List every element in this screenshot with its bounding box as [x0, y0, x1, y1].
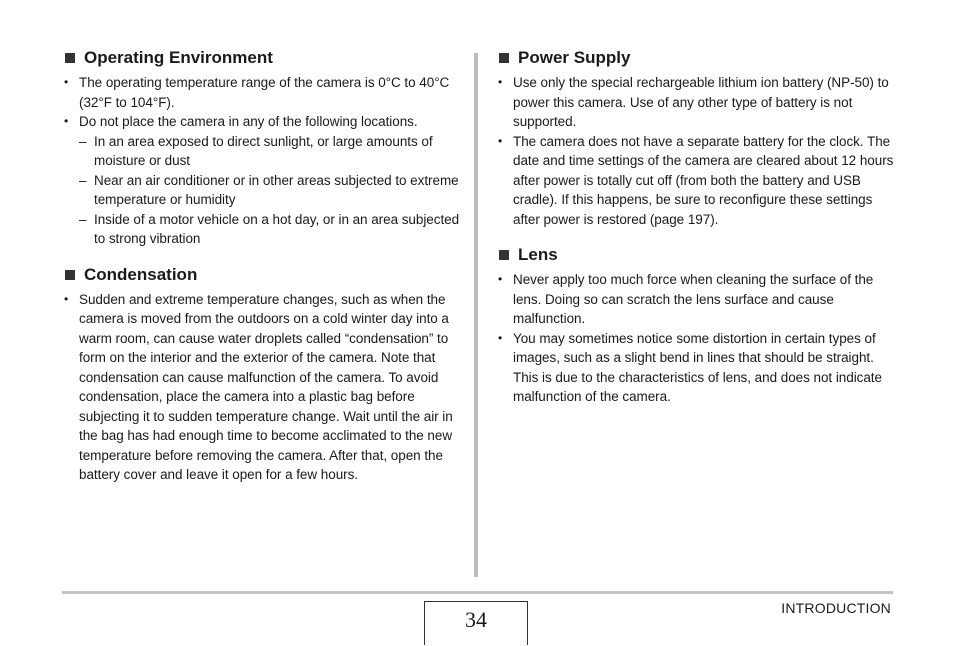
- section-heading: [64, 48, 462, 68]
- bullet-list: [498, 270, 894, 407]
- footer-rule: [62, 591, 893, 594]
- bullet-list: [64, 73, 462, 249]
- square-bullet-icon: [499, 250, 509, 260]
- right-column: [498, 48, 894, 407]
- list-item: [64, 112, 462, 249]
- square-bullet-icon: [499, 53, 509, 63]
- list-item: • You may sometimes notice some distortion in certain types of images, such as a slight bend in lines that should be straight. This is due to the characteristics of lens, and does not indicate malfunction of the camera.: [498, 329, 894, 407]
- lens-section: [498, 245, 894, 407]
- section-heading: [498, 245, 894, 265]
- list-item: • The operating temperature range of the camera is 0°C to 40°C (32°F to 104°F).: [64, 73, 462, 112]
- condensation-section: [64, 265, 462, 485]
- bullet-list: [64, 290, 462, 485]
- left-column: [64, 48, 462, 485]
- list-item: • The camera does not have a separate battery for the clock. The date and time settings of the camera are cleared about 12 hours after power is totally cut off (from both the battery and USB cradle). If this happens, be sure to reconfigure these settings after power is restored (page 197).: [498, 132, 894, 230]
- section-heading: [64, 265, 462, 285]
- section-title-text: Power Supply: [518, 48, 631, 67]
- section-title-text: Lens: [518, 245, 558, 264]
- section-title-text: Operating Environment: [84, 48, 273, 67]
- square-bullet-icon: [65, 53, 75, 63]
- list-item: • Sudden and extreme temperature changes, such as when the camera is moved from the outdoors on a cold winter day into a warm room, can cause water droplets called “condensation” to form on the interior and the exterior of the camera. Note that condensation can cause malfunction of the camera. To avoid condensation, place the camera into a plastic bag before subjecting it to sudden temperature change. Wait until the air in the bag has had enough time to become acclimated to the new temperature before removing the camera. After that, open the battery cover and leave it open for a few hours.: [64, 290, 462, 485]
- bullet-list: [498, 73, 894, 229]
- page-number: 34: [424, 601, 528, 645]
- list-item-text: Do not place the camera in any of the following locations.: [79, 114, 418, 129]
- sub-list-item: – In an area exposed to direct sunlight, or large amounts of moisture or dust: [79, 132, 462, 171]
- sub-list-item: – Inside of a motor vehicle on a hot day, or in an area subjected to strong vibration: [79, 210, 462, 249]
- section-title-text: Condensation: [84, 264, 198, 284]
- power-supply-section: [498, 48, 894, 229]
- list-item: • Use only the special rechargeable lithium ion battery (NP-50) to power this camera. Use of any other type of battery is not supported.: [498, 73, 894, 132]
- list-item: • Never apply too much force when cleaning the surface of the lens. Doing so can scratch the lens surface and cause malfunction.: [498, 270, 894, 329]
- column-divider: [474, 53, 478, 577]
- section-heading: [498, 48, 894, 68]
- sub-list-item: – Near an air conditioner or in other areas subjected to extreme temperature or humidity: [79, 171, 462, 210]
- sub-list: [79, 132, 462, 249]
- section-label: INTRODUCTION: [781, 600, 891, 616]
- square-bullet-icon: [65, 270, 75, 280]
- operating-environment-section: [64, 48, 462, 249]
